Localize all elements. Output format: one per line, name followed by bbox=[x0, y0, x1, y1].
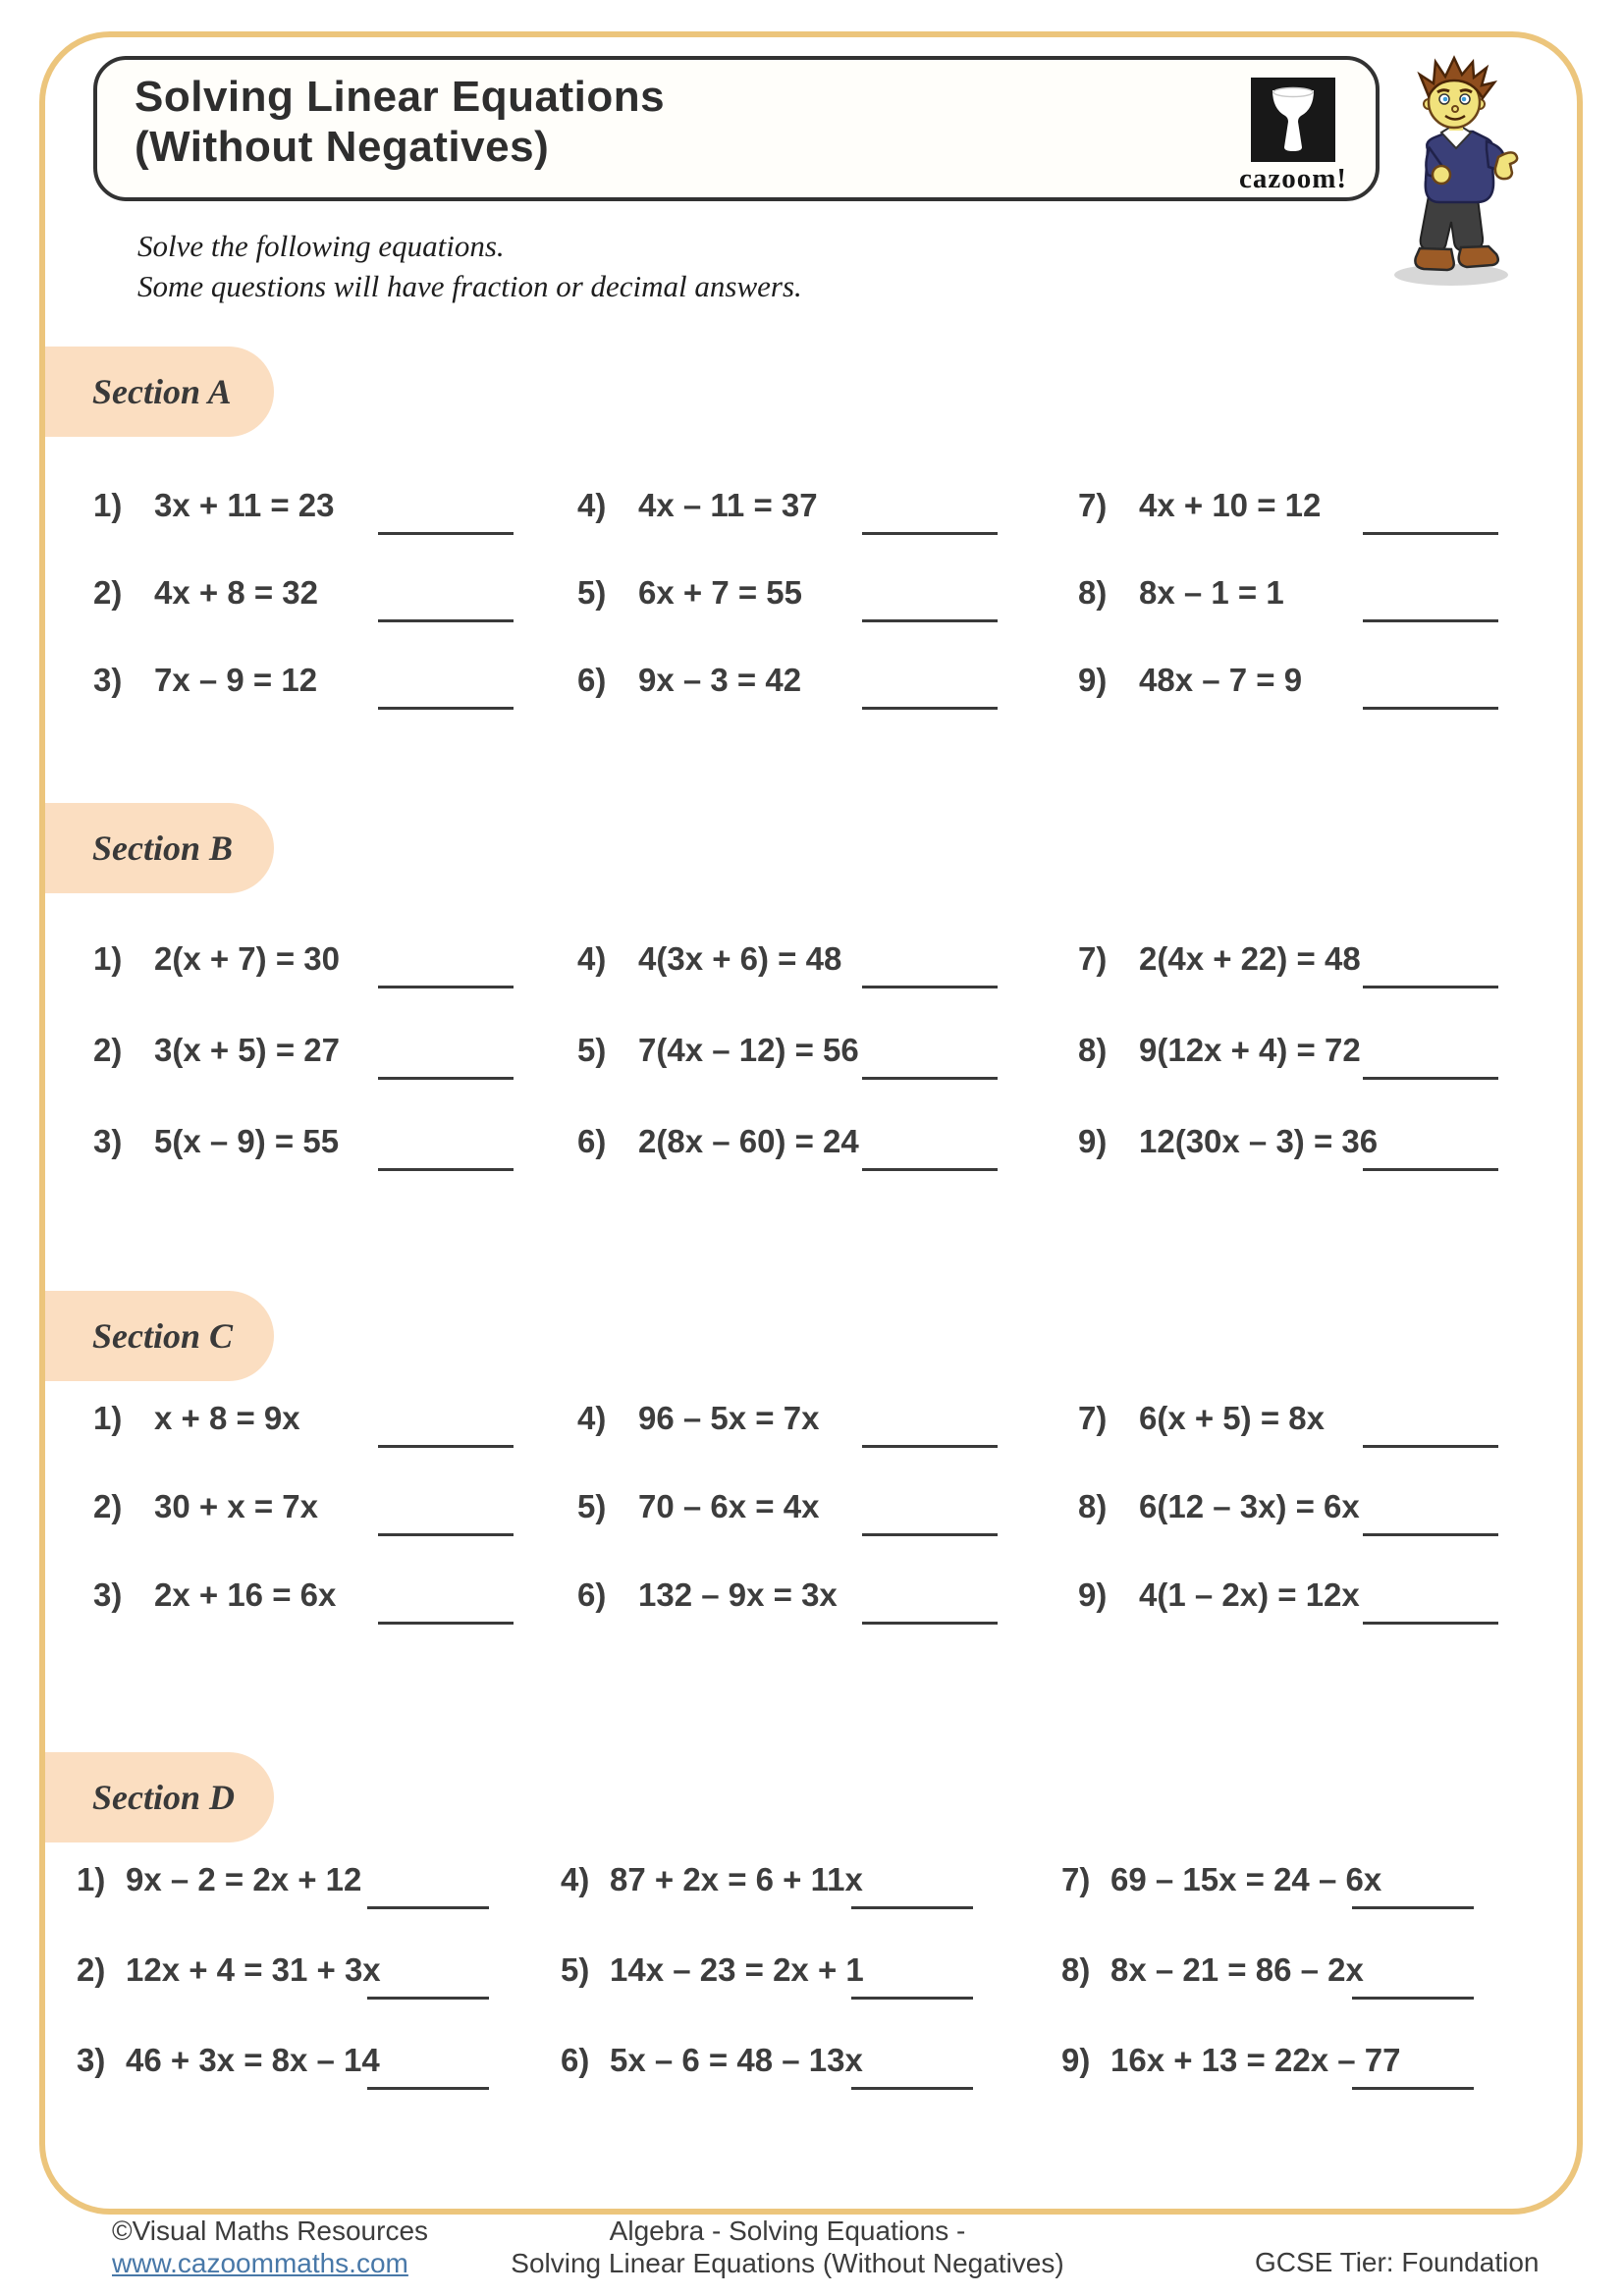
answer-line bbox=[378, 986, 514, 988]
question-item bbox=[577, 1123, 1078, 1214]
website-link[interactable]: www.cazoommaths.com bbox=[112, 2248, 408, 2278]
section-header-d bbox=[45, 1752, 274, 1842]
question-number: 1) bbox=[93, 487, 123, 523]
page-title bbox=[135, 72, 665, 172]
answer-line bbox=[378, 1445, 514, 1448]
question-number: 3) bbox=[77, 2042, 106, 2078]
question-item bbox=[93, 574, 577, 662]
question-item bbox=[1078, 487, 1537, 574]
question-equation: 5(x – 9) = 55 bbox=[154, 1123, 340, 1159]
question-number: 6) bbox=[577, 662, 607, 698]
question-item bbox=[93, 940, 577, 1032]
answer-line bbox=[862, 986, 998, 988]
question-equation: 9x – 2 = 2x + 12 bbox=[126, 1861, 362, 1897]
answer-line bbox=[367, 2087, 489, 2090]
answer-line bbox=[1363, 1077, 1498, 1080]
question-number: 8) bbox=[1078, 1488, 1108, 1524]
question-equation: 2x + 16 = 6x bbox=[154, 1576, 337, 1613]
answer-line bbox=[851, 2087, 973, 2090]
question-equation: 12(30x – 3) = 36 bbox=[1139, 1123, 1379, 1159]
question-number: 2) bbox=[77, 1951, 106, 1988]
question-number: 5) bbox=[577, 1032, 607, 1068]
question-item bbox=[1078, 1576, 1537, 1665]
question-item bbox=[577, 574, 1078, 662]
question-item bbox=[1078, 574, 1537, 662]
answer-line bbox=[378, 532, 514, 535]
question-number: 8) bbox=[1078, 1032, 1108, 1068]
answer-line bbox=[862, 707, 998, 710]
question-item bbox=[1078, 1400, 1537, 1488]
question-equation: 7(4x – 12) = 56 bbox=[638, 1032, 859, 1068]
instructions-line2: Some questions will have fraction or decimal answers. bbox=[137, 269, 802, 303]
question-equation: 46 + 3x = 8x – 14 bbox=[126, 2042, 380, 2078]
answer-line bbox=[862, 1533, 998, 1536]
question-number: 4) bbox=[577, 487, 607, 523]
answer-line bbox=[1363, 707, 1498, 710]
question-item bbox=[1061, 1861, 1520, 1951]
question-item bbox=[561, 2042, 1061, 2132]
answer-line bbox=[862, 1445, 998, 1448]
instructions-line1: Solve the following equations. bbox=[137, 229, 505, 263]
question-equation: 132 – 9x = 3x bbox=[638, 1576, 838, 1613]
section-header-a bbox=[45, 347, 274, 437]
question-number: 9) bbox=[1061, 2042, 1091, 2078]
question-number: 9) bbox=[1078, 1123, 1108, 1159]
question-number: 6) bbox=[577, 1123, 607, 1159]
answer-line bbox=[1363, 1622, 1498, 1625]
question-equation: 4x – 11 = 37 bbox=[638, 487, 818, 523]
answer-line bbox=[378, 1077, 514, 1080]
section-header-b bbox=[45, 803, 274, 893]
answer-line bbox=[1363, 986, 1498, 988]
section-header-c bbox=[45, 1291, 274, 1381]
question-item bbox=[93, 1576, 577, 1665]
answer-line bbox=[862, 619, 998, 622]
answer-line bbox=[1352, 1997, 1474, 2000]
question-number: 5) bbox=[577, 574, 607, 611]
question-number: 9) bbox=[1078, 1576, 1108, 1613]
question-item bbox=[577, 487, 1078, 574]
answer-line bbox=[378, 1622, 514, 1625]
question-number: 3) bbox=[93, 1123, 123, 1159]
question-number: 8) bbox=[1061, 1951, 1091, 1988]
answer-line bbox=[862, 1077, 998, 1080]
answer-line bbox=[862, 1622, 998, 1625]
section-header-d-label: Section D bbox=[92, 1778, 236, 1817]
answer-line bbox=[367, 1906, 489, 1909]
question-equation: 2(x + 7) = 30 bbox=[154, 940, 340, 977]
question-number: 2) bbox=[93, 1032, 123, 1068]
question-number: 7) bbox=[1061, 1861, 1091, 1897]
question-item bbox=[577, 1576, 1078, 1665]
question-item bbox=[577, 1400, 1078, 1488]
section-d-questions bbox=[77, 1861, 1520, 2132]
question-equation: 2(8x – 60) = 24 bbox=[638, 1123, 859, 1159]
question-equation: 4x + 8 = 32 bbox=[154, 574, 318, 611]
answer-line bbox=[378, 1533, 514, 1536]
question-equation: 87 + 2x = 6 + 11x bbox=[610, 1861, 863, 1897]
answer-line bbox=[851, 1997, 973, 2000]
question-equation: x + 8 = 9x bbox=[154, 1400, 300, 1436]
question-number: 9) bbox=[1078, 662, 1108, 698]
footer-topic-line2: Solving Linear Equations (Without Negatives) bbox=[511, 2248, 1064, 2278]
question-number: 7) bbox=[1078, 487, 1108, 523]
question-number: 4) bbox=[577, 1400, 607, 1436]
question-equation: 16x + 13 = 22x – 77 bbox=[1110, 2042, 1401, 2078]
worksheet-title-box bbox=[93, 56, 1380, 201]
question-item bbox=[77, 1951, 561, 2042]
question-equation: 4(1 – 2x) = 12x bbox=[1139, 1576, 1360, 1613]
question-number: 7) bbox=[1078, 940, 1108, 977]
question-equation: 8x – 21 = 86 – 2x bbox=[1110, 1951, 1364, 1988]
answer-line bbox=[1352, 1906, 1474, 1909]
answer-line bbox=[851, 1906, 973, 1909]
question-item bbox=[561, 1861, 1061, 1951]
question-number: 3) bbox=[93, 1576, 123, 1613]
answer-line bbox=[1363, 1168, 1498, 1171]
question-item bbox=[93, 1032, 577, 1123]
question-item bbox=[93, 662, 577, 749]
question-equation: 4(3x + 6) = 48 bbox=[638, 940, 842, 977]
question-equation: 96 – 5x = 7x bbox=[638, 1400, 820, 1436]
question-item bbox=[77, 1861, 561, 1951]
answer-line bbox=[1363, 1445, 1498, 1448]
question-number: 6) bbox=[577, 1576, 607, 1613]
footer-tier: GCSE Tier: Foundation bbox=[1255, 2247, 1540, 2277]
question-number: 5) bbox=[561, 1951, 590, 1988]
question-equation: 12x + 4 = 31 + 3x bbox=[126, 1951, 381, 1988]
question-equation: 2(4x + 22) = 48 bbox=[1139, 940, 1361, 977]
section-a-questions bbox=[93, 487, 1537, 749]
copyright-text: ©Visual Maths Resources bbox=[112, 2216, 429, 2246]
question-number: 4) bbox=[561, 1861, 590, 1897]
question-item bbox=[1061, 1951, 1520, 2042]
question-item bbox=[93, 1488, 577, 1576]
question-equation: 48x – 7 = 9 bbox=[1139, 662, 1303, 698]
page-title-line2: (Without Negatives) bbox=[135, 123, 550, 171]
answer-line bbox=[367, 1997, 489, 2000]
question-item bbox=[577, 1032, 1078, 1123]
question-number: 1) bbox=[77, 1861, 106, 1897]
cazoom-wordmark: cazoom! bbox=[1238, 163, 1348, 194]
answer-line bbox=[862, 1168, 998, 1171]
question-item bbox=[93, 487, 577, 574]
question-number: 7) bbox=[1078, 1400, 1108, 1436]
question-item bbox=[1078, 940, 1537, 1032]
answer-line bbox=[1363, 1533, 1498, 1536]
answer-line bbox=[378, 1168, 514, 1171]
question-equation: 6(x + 5) = 8x bbox=[1139, 1400, 1325, 1436]
question-item bbox=[577, 940, 1078, 1032]
question-item bbox=[93, 1123, 577, 1214]
question-item bbox=[577, 662, 1078, 749]
question-number: 4) bbox=[577, 940, 607, 977]
answer-line bbox=[862, 532, 998, 535]
cazoom-drum-icon bbox=[1251, 78, 1335, 162]
question-item bbox=[93, 1400, 577, 1488]
answer-line bbox=[1363, 532, 1498, 535]
section-header-b-label: Section B bbox=[92, 828, 234, 868]
footer-credits bbox=[112, 2215, 428, 2279]
question-equation: 3(x + 5) = 27 bbox=[154, 1032, 340, 1068]
question-item bbox=[1061, 2042, 1520, 2132]
question-item bbox=[1078, 662, 1537, 749]
question-number: 5) bbox=[577, 1488, 607, 1524]
section-c-questions bbox=[93, 1400, 1537, 1665]
question-equation: 9(12x + 4) = 72 bbox=[1139, 1032, 1361, 1068]
question-number: 8) bbox=[1078, 574, 1108, 611]
cazoom-logo bbox=[1234, 78, 1352, 195]
answer-line bbox=[378, 707, 514, 710]
question-number: 3) bbox=[93, 662, 123, 698]
answer-line bbox=[1363, 619, 1498, 622]
question-equation: 6(12 – 3x) = 6x bbox=[1139, 1488, 1360, 1524]
section-b-questions bbox=[93, 940, 1537, 1214]
answer-line bbox=[378, 619, 514, 622]
question-equation: 70 – 6x = 4x bbox=[638, 1488, 820, 1524]
question-item bbox=[561, 1951, 1061, 2042]
question-item bbox=[1078, 1123, 1537, 1214]
answer-line bbox=[1352, 2087, 1474, 2090]
question-equation: 9x – 3 = 42 bbox=[638, 662, 802, 698]
section-header-a-label: Section A bbox=[92, 372, 232, 411]
instructions bbox=[137, 226, 802, 306]
question-equation: 3x + 11 = 23 bbox=[154, 487, 335, 523]
question-equation: 69 – 15x = 24 – 6x bbox=[1110, 1861, 1382, 1897]
page-title-line1: Solving Linear Equations bbox=[135, 73, 666, 121]
question-equation: 30 + x = 7x bbox=[154, 1488, 318, 1524]
question-equation: 4x + 10 = 12 bbox=[1139, 487, 1322, 523]
question-number: 6) bbox=[561, 2042, 590, 2078]
question-equation: 8x – 1 = 1 bbox=[1139, 574, 1284, 611]
question-number: 2) bbox=[93, 1488, 123, 1524]
question-equation: 5x – 6 = 48 – 13x bbox=[610, 2042, 863, 2078]
mascot-character-icon bbox=[1382, 55, 1530, 291]
question-number: 1) bbox=[93, 940, 123, 977]
section-header-c-label: Section C bbox=[92, 1316, 234, 1356]
footer-topic-line1: Algebra - Solving Equations - bbox=[609, 2216, 966, 2246]
question-number: 1) bbox=[93, 1400, 123, 1436]
question-item bbox=[1078, 1488, 1537, 1576]
question-item bbox=[1078, 1032, 1537, 1123]
question-equation: 14x – 23 = 2x + 1 bbox=[610, 1951, 864, 1988]
question-item bbox=[577, 1488, 1078, 1576]
footer-topic bbox=[511, 2215, 1063, 2279]
question-equation: 6x + 7 = 55 bbox=[638, 574, 802, 611]
question-item bbox=[77, 2042, 561, 2132]
question-equation: 7x – 9 = 12 bbox=[154, 662, 318, 698]
question-number: 2) bbox=[93, 574, 123, 611]
